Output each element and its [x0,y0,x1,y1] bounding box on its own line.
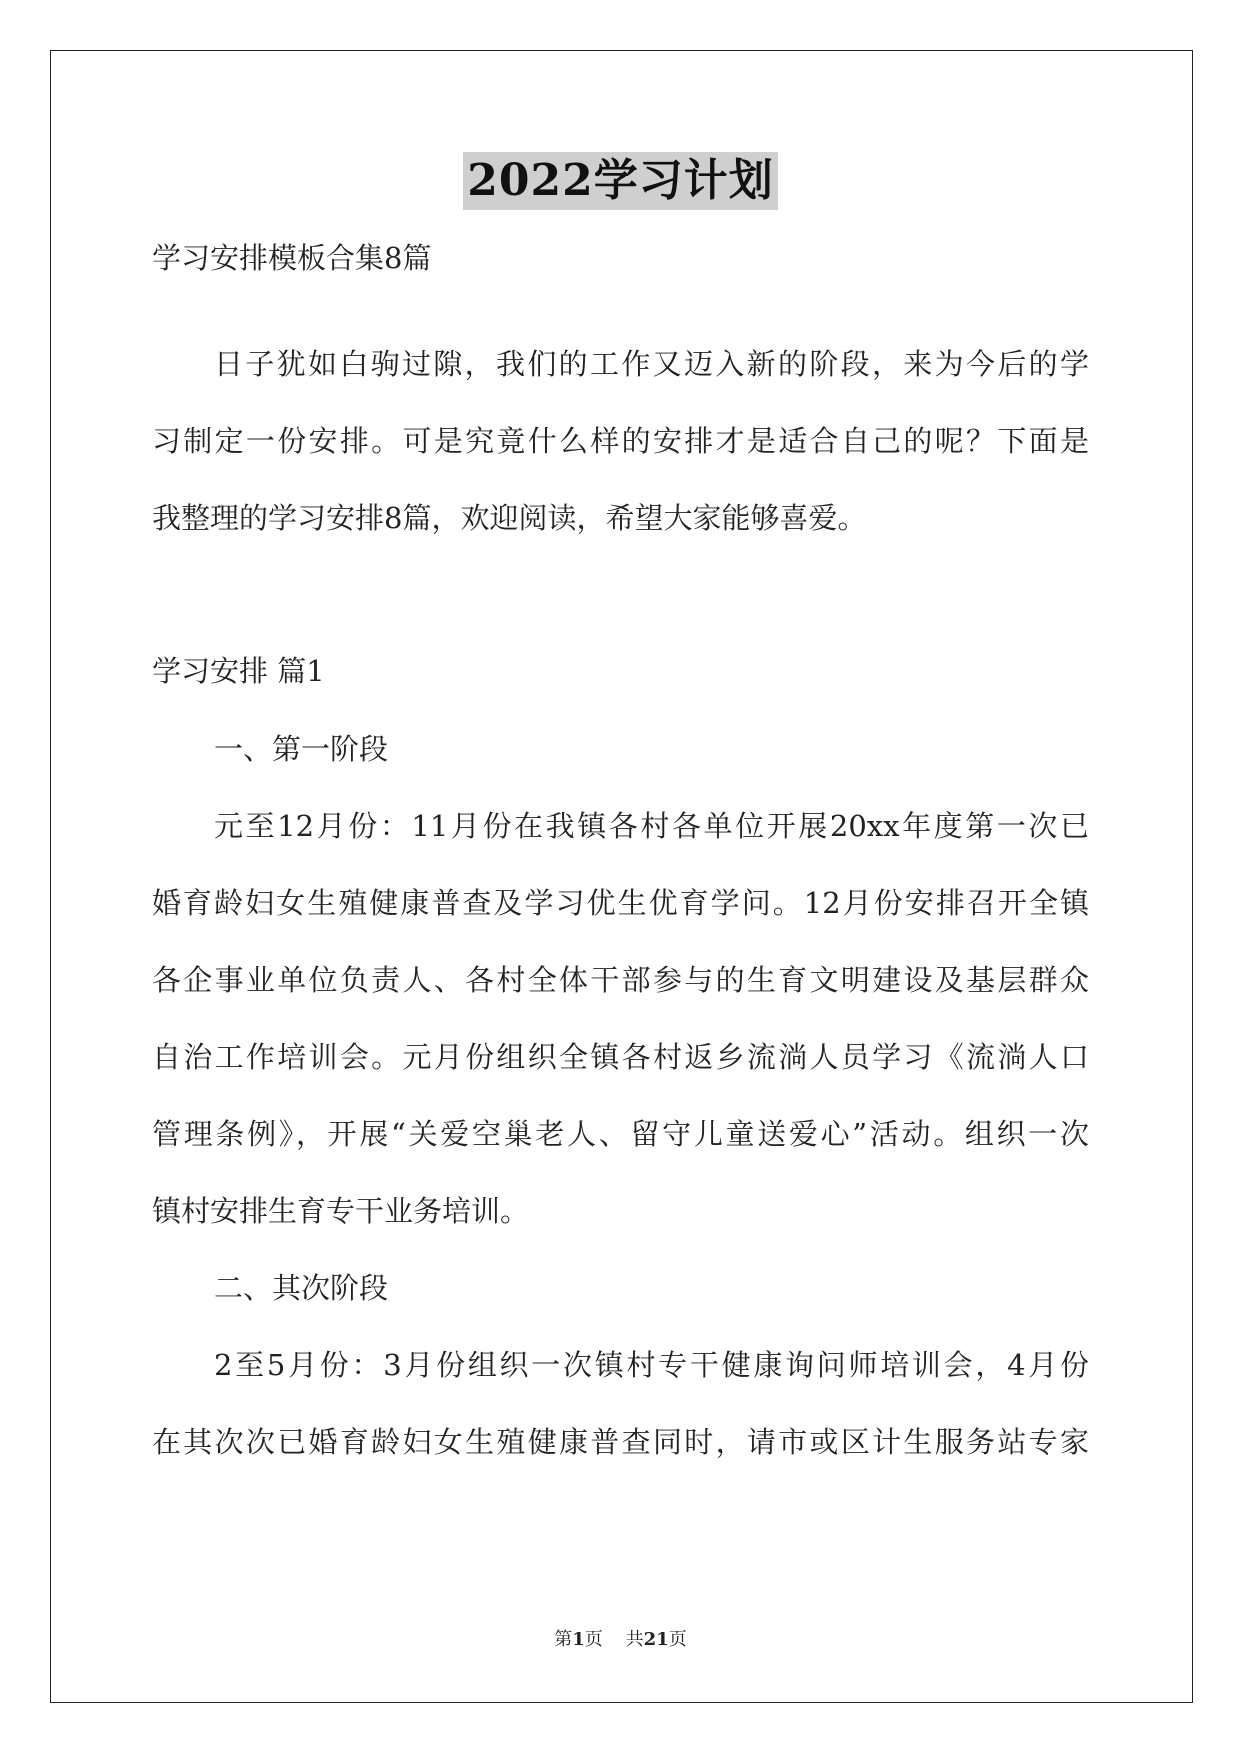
footer-page-number: 1 [572,1629,585,1650]
paragraph-line: 各企事业单位负责人、各村全体干部参与的生育文明建设及基层群众 [152,963,1089,997]
footer-total-pages: 21 [643,1629,669,1650]
paragraph-line: 2至5月份：3月份组织一次镇村专干健康询问师培训会，4月份 [214,1348,1089,1382]
title-wrap [0,152,1241,210]
footer-page-prefix: 第 [554,1629,573,1650]
paragraph-line: 婚育龄妇女生殖健康普查及学习优生优育学问。12月份安排召开全镇 [152,886,1089,920]
page-footer [0,1625,1241,1651]
footer-total-suffix: 页 [668,1629,687,1650]
footer-total-prefix: 共 [625,1629,644,1650]
document-title: 2022学习计划 [463,152,777,210]
paragraph-line: 镇村安排生育专干业务培训。 [152,1194,530,1228]
intro-line: 习制定一份安排。可是究竟什么样的安排才是适合自己的呢？下面是 [152,424,1089,458]
paragraph-line: 在其次次已婚育龄妇女生殖健康普查同时，请市或区计生服务站专家 [152,1425,1089,1459]
stage-heading: 二、其次阶段 [214,1271,389,1305]
intro-line: 日子犹如白驹过隙，我们的工作又迈入新的阶段，来为今后的学 [214,347,1089,381]
paragraph-line: 元至12月份：11月份在我镇各村各单位开展20xx年度第一次已 [214,809,1089,843]
footer-page-suffix: 页 [584,1629,603,1650]
paragraph-line: 管理条例》，开展“关爱空巢老人、留守儿童送爱心”活动。组织一次 [152,1117,1089,1151]
paragraph-line: 自治工作培训会。元月份组织全镇各村返乡流淌人员学习《流淌人口 [152,1040,1089,1074]
intro-line: 我整理的学习安排8篇，欢迎阅读，希望大家能够喜爱。 [152,501,867,535]
stage-heading: 一、第一阶段 [214,732,389,766]
document-subtitle: 学习安排模板合集8篇 [152,241,432,275]
section-heading: 学习安排 篇1 [152,654,325,688]
